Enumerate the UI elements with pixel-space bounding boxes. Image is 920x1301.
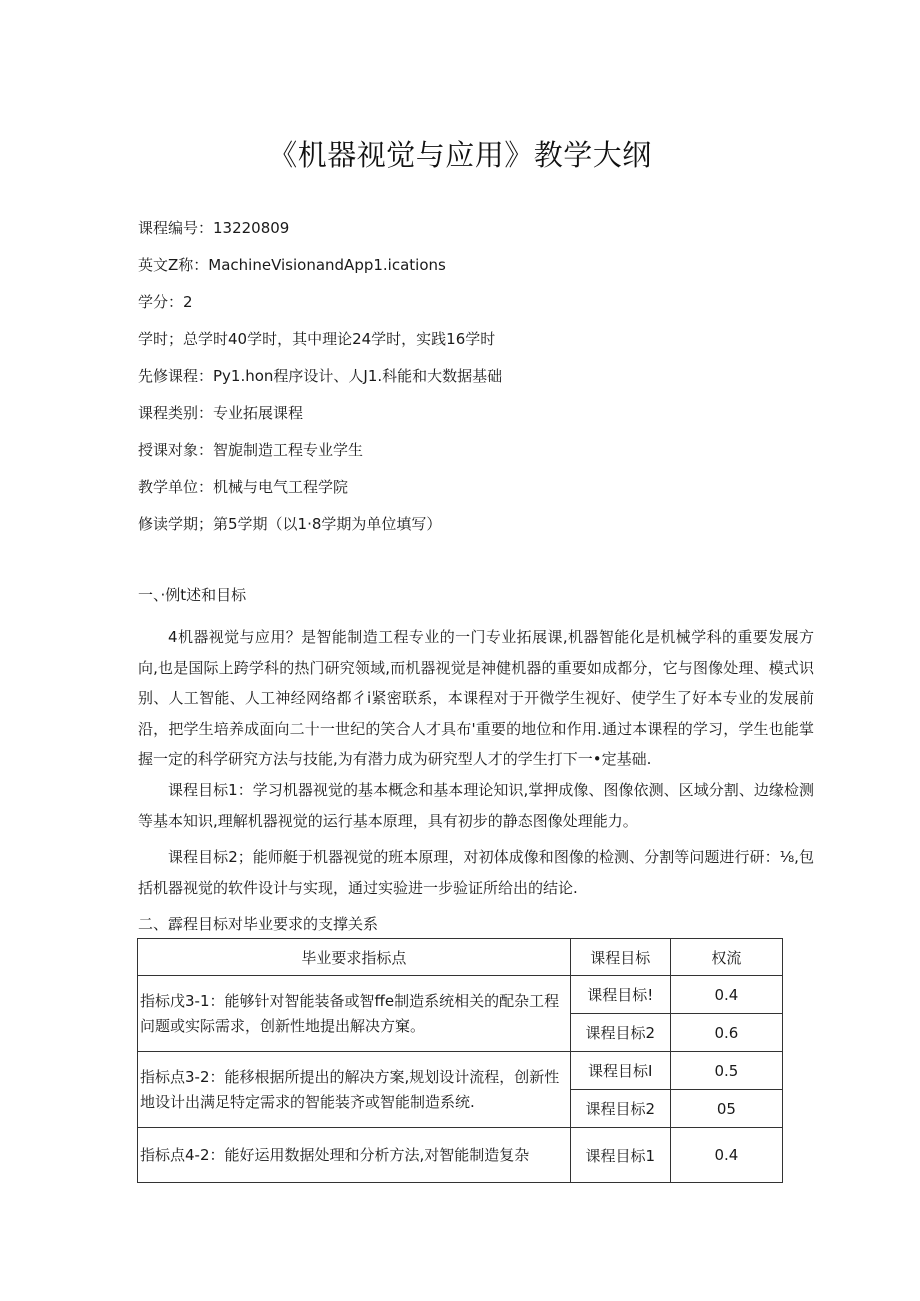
weight-cell: 0.5: [670, 1052, 782, 1090]
table-header-row: [138, 939, 783, 976]
credits: 学分：2: [138, 293, 193, 311]
document-title: 《机器视觉与应用》教学大纲: [268, 138, 652, 172]
weight-cell: 0.4: [670, 976, 782, 1014]
course-code: 课程编号：13220809: [138, 219, 290, 237]
goal-cell: 课程目标2: [570, 1014, 670, 1052]
section-heading-overview: 一、·例t述和目标: [138, 586, 247, 604]
section-heading-support: 二、霹程目标对毕业要求的支撑关系: [138, 915, 379, 933]
support-table: [137, 938, 783, 1183]
audience: 授课对象：智旎制造工程专业学生: [138, 441, 364, 459]
requirement-cell: 指标戊3-1：能够针对智能装备或智ffe制造系统相关的配杂工程问题或实际需求，创新性地提出解决方窠。: [138, 976, 571, 1052]
goal-1-paragraph: 课程目标1：学习机器视觉的基本概念和基本理论知识,掌押成像、图像依测、区域分割、边缘检测等基本知识,理解机器视觉的运行基本原理，具有初步的静态图像处理能力。: [138, 781, 814, 830]
requirement-cell: 指标点4-2：能好运用数据处理和分析方法,对智能制造复杂: [138, 1128, 571, 1183]
goal-cell: 课程目标2: [570, 1090, 670, 1128]
goal-2-paragraph: 课程目标2；能师艇于机器视觉的班本原理，对初体成像和图像的检测、分割等问题进行研：⅛,包括机器视觉的软件设计与实现，通过实验进一步验证所给出的结论.: [138, 848, 814, 897]
semester: 修读学期；第5学期（以1·8学期为单位填写）: [138, 515, 442, 533]
requirement-cell: 指标点3-2：能移根据所提出的解决方案,规划设计流程，创新性地设计出满足特定需求的智能装齐或智能制造系统.: [138, 1052, 571, 1128]
header-goal: 课程目标: [570, 939, 670, 976]
header-requirement: 毕业要求指标点: [138, 939, 571, 976]
table-row: [138, 976, 783, 1014]
goal-cell: 课程目标I: [570, 1052, 670, 1090]
goal-cell: 课程目标1: [570, 1128, 670, 1183]
table-row: [138, 1128, 783, 1183]
weight-cell: 0.6: [670, 1014, 782, 1052]
weight-cell: 05: [670, 1090, 782, 1128]
prerequisites: 先修课程：Py1.hon程序设计、人J1.科能和大数据基础: [138, 367, 503, 385]
weight-cell: 0.4: [670, 1128, 782, 1183]
english-name: 英文Z称：MachineVisionandApp1.ications: [138, 256, 446, 274]
goal-cell: 课程目标!: [570, 976, 670, 1014]
table-row: [138, 1052, 783, 1090]
teaching-unit: 教学单位：机械与电气工程学院: [138, 478, 349, 496]
header-weight: 权流: [670, 939, 782, 976]
class-hours: 学时；总学时40学时，其中理论24学时，实践16学时: [138, 330, 496, 348]
course-category: 课程类别：专业拓展课程: [138, 404, 304, 422]
overview-paragraph: 4机器视觉与应用？是智能制造工程专业的一门专业拓展课,机器智能化是机械学科的重要发展方向,也是国际上跨学科的热门研究领域,而机器视觉是神健机器的重要如成都分，它与图像处理、模式识别、人工智能、人工神经网络都彳i紧密联系，本课程对于开微学生视好、使学生了好本专业的发展前沿，把学生培养成面向二十一世纪的笑合人才具布'重要的地位和作用.通过本课程的学习，学生也能掌握一定的科学研究方法与技能,为有潜力成为研究型人才的学生打下一•定基础.: [138, 628, 814, 768]
